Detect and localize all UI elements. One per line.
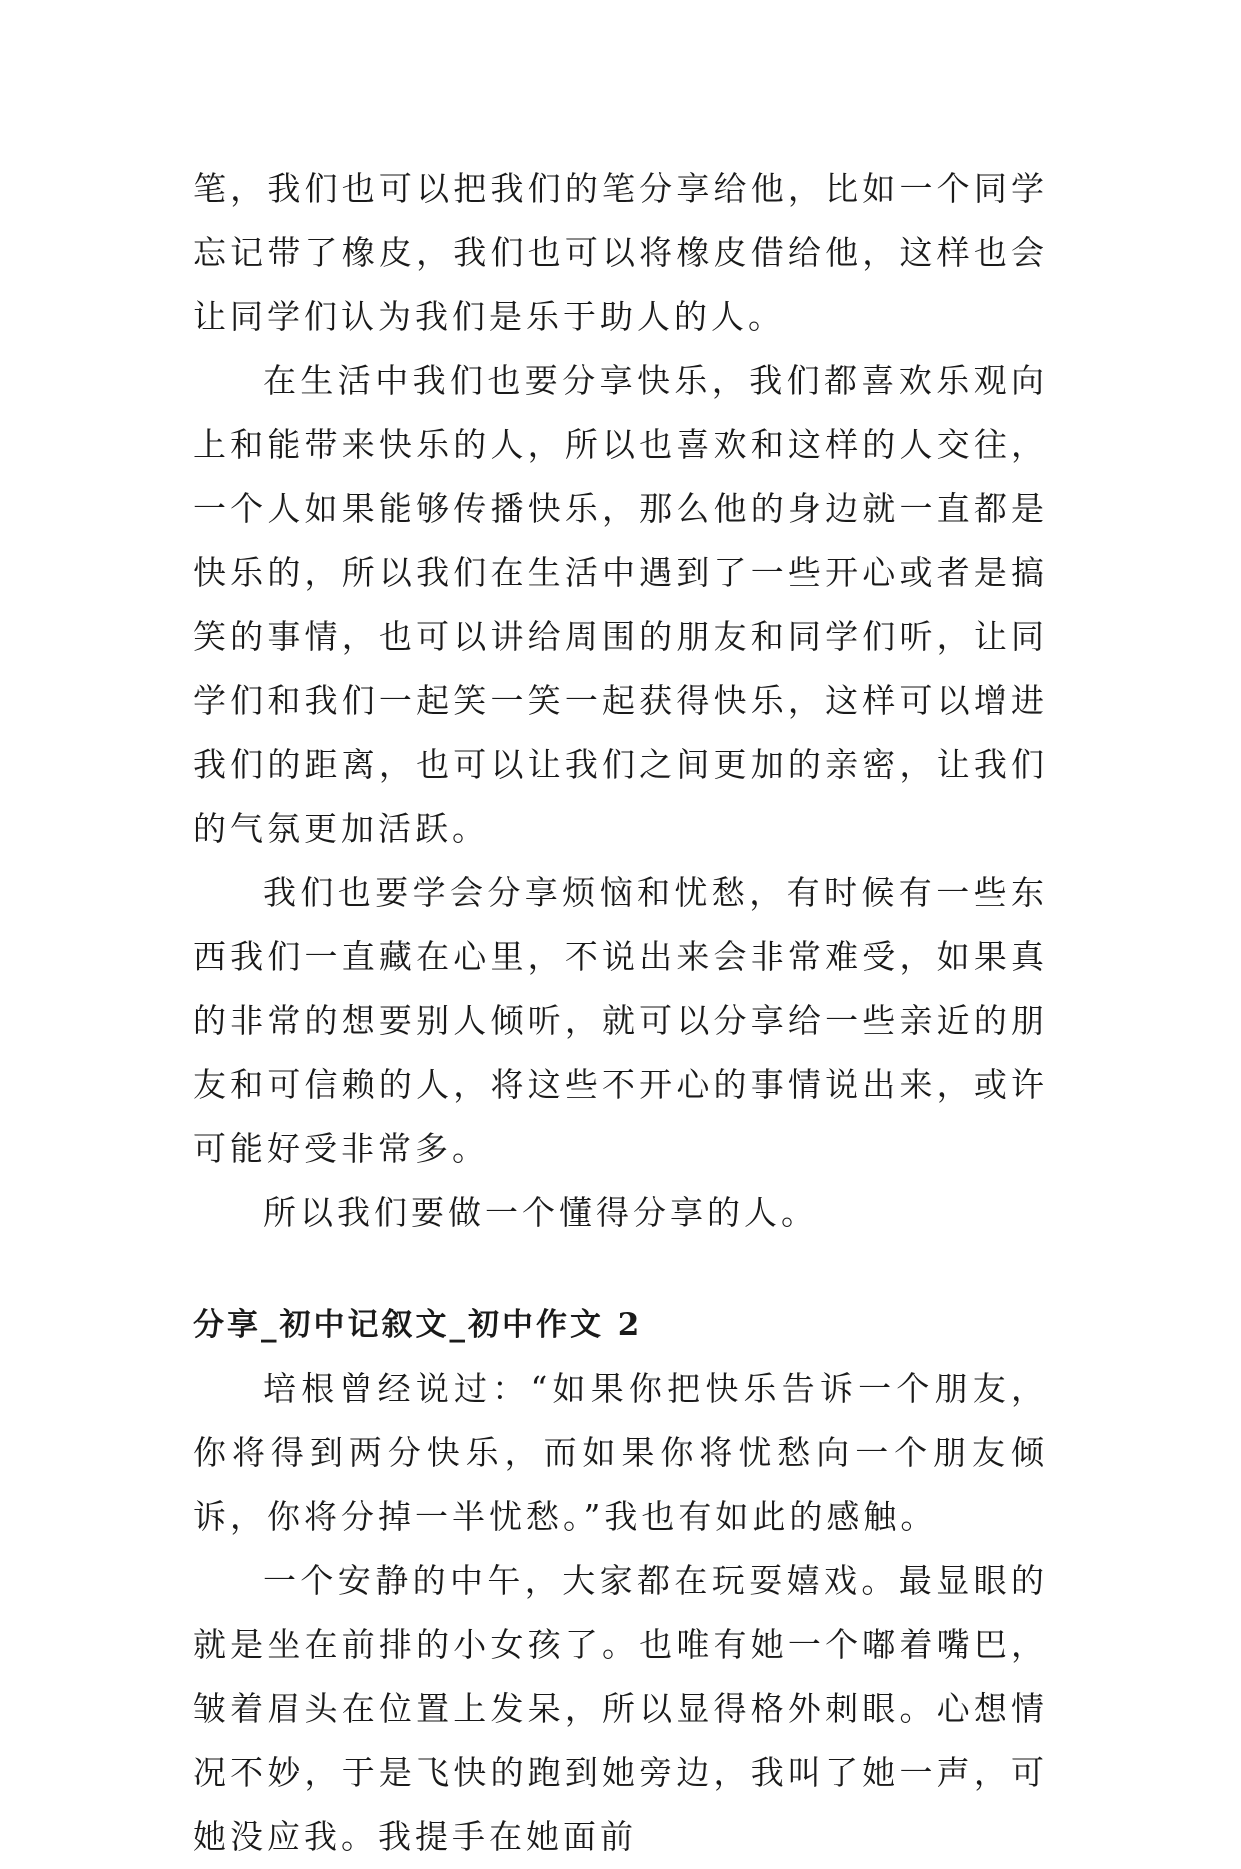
section-title: 分享_初中记叙文_初中作文 2 — [193, 1307, 643, 1343]
paragraph-continuation: 笔，我们也可以把我们的笔分享给他，比如一个同学忘记带了橡皮，我们也可以将橡皮借给他，这样也会让同学们认为我们是乐于助人的人。 — [193, 169, 1048, 336]
paragraph-share-worries: 我们也要学会分享烦恼和忧愁，有时候有一些东西我们一直藏在心里，不说出来会非常难受，如果真的非常的想要别人倾听，就可以分享给一些亲近的朋友和可信赖的人，将这些不开心的事情说出来，或许可能好受非常多。 — [193, 873, 1048, 1168]
paragraph-share-happiness: 在生活中我们也要分享快乐，我们都喜欢乐观向上和能带来快乐的人，所以也喜欢和这样的人交往，一个人如果能够传播快乐，那么他的身边就一直都是快乐的，所以我们在生活中遇到了一些开心或者是搞笑的事情，也可以讲给周围的朋友和同学们听，让同学们和我们一起笑一笑一起获得快乐，这样可以增进我们的距离，也可以让我们之间更加的亲密，让我们的气氛更加活跃。 — [193, 361, 1048, 848]
document-body — [193, 157, 1048, 1869]
paragraph-bacon-quote: 培根曾经说过：“如果你把快乐告诉一个朋友，你将得到两分快乐，而如果你将忧愁向一个朋友倾诉，你将分掉一半忧愁。”我也有如此的感触。 — [193, 1369, 1048, 1536]
paragraph-quiet-noon: 一个安静的中午，大家都在玩耍嬉戏。最显眼的就是坐在前排的小女孩了。也唯有她一个嘟着嘴巴，皱着眉头在位置上发呆，所以显得格外刺眼。心想情况不妙，于是飞快的跑到她旁边，我叫了她一声，可她没应我。我提手在她面前 — [193, 1561, 1048, 1856]
paragraph-conclusion: 所以我们要做一个懂得分享的人。 — [263, 1193, 818, 1232]
